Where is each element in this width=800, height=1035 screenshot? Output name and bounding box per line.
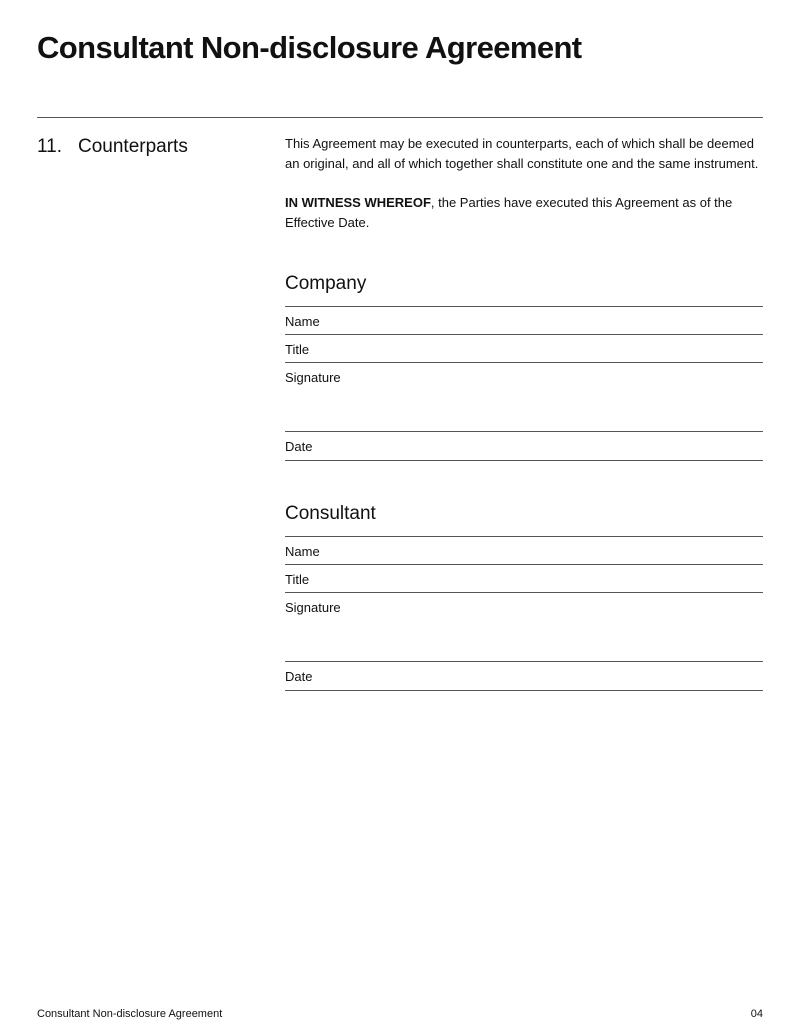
- field-label: Title: [285, 342, 310, 357]
- field-label: Date: [285, 669, 313, 684]
- field-label: Signature: [285, 370, 341, 385]
- company-title-field[interactable]: [285, 335, 763, 363]
- document-title: Consultant Non-disclosure Agreement: [37, 30, 582, 65]
- section-body: [285, 134, 763, 691]
- consultant-signature-block: [285, 503, 763, 691]
- field-label: Name: [285, 544, 320, 559]
- company-date-field[interactable]: [285, 432, 763, 461]
- consultant-heading: Consultant: [285, 503, 763, 537]
- section-number: 11.: [37, 136, 63, 157]
- footer-document-title: Consultant Non-disclosure Agreement: [37, 1008, 223, 1020]
- title-divider: [37, 117, 763, 118]
- consultant-name-field[interactable]: [285, 537, 763, 565]
- witness-text: , the Parties have executed this Agreement as of the Effective Date.: [285, 195, 733, 230]
- counterparts-paragraph: This Agreement may be executed in counterparts, each of which shall be deemed an original, and all of which together shall constitute one and the same instrument.: [285, 136, 759, 171]
- consultant-title-field[interactable]: [285, 565, 763, 593]
- company-heading: Company: [285, 273, 763, 307]
- section-heading: Counterparts: [78, 136, 188, 157]
- witness-paragraph: [285, 193, 763, 233]
- company-signature-field[interactable]: [285, 363, 763, 432]
- field-label: Signature: [285, 600, 341, 615]
- field-label: Name: [285, 314, 320, 329]
- footer-page-number: 04: [750, 1008, 763, 1020]
- company-name-field[interactable]: [285, 307, 763, 335]
- field-label: Date: [285, 439, 313, 454]
- company-signature-block: [285, 273, 763, 461]
- consultant-date-field[interactable]: [285, 662, 763, 691]
- witness-bold-text: IN WITNESS WHEREOF: [285, 195, 431, 210]
- field-label: Title: [285, 572, 310, 587]
- consultant-signature-field[interactable]: [285, 593, 763, 662]
